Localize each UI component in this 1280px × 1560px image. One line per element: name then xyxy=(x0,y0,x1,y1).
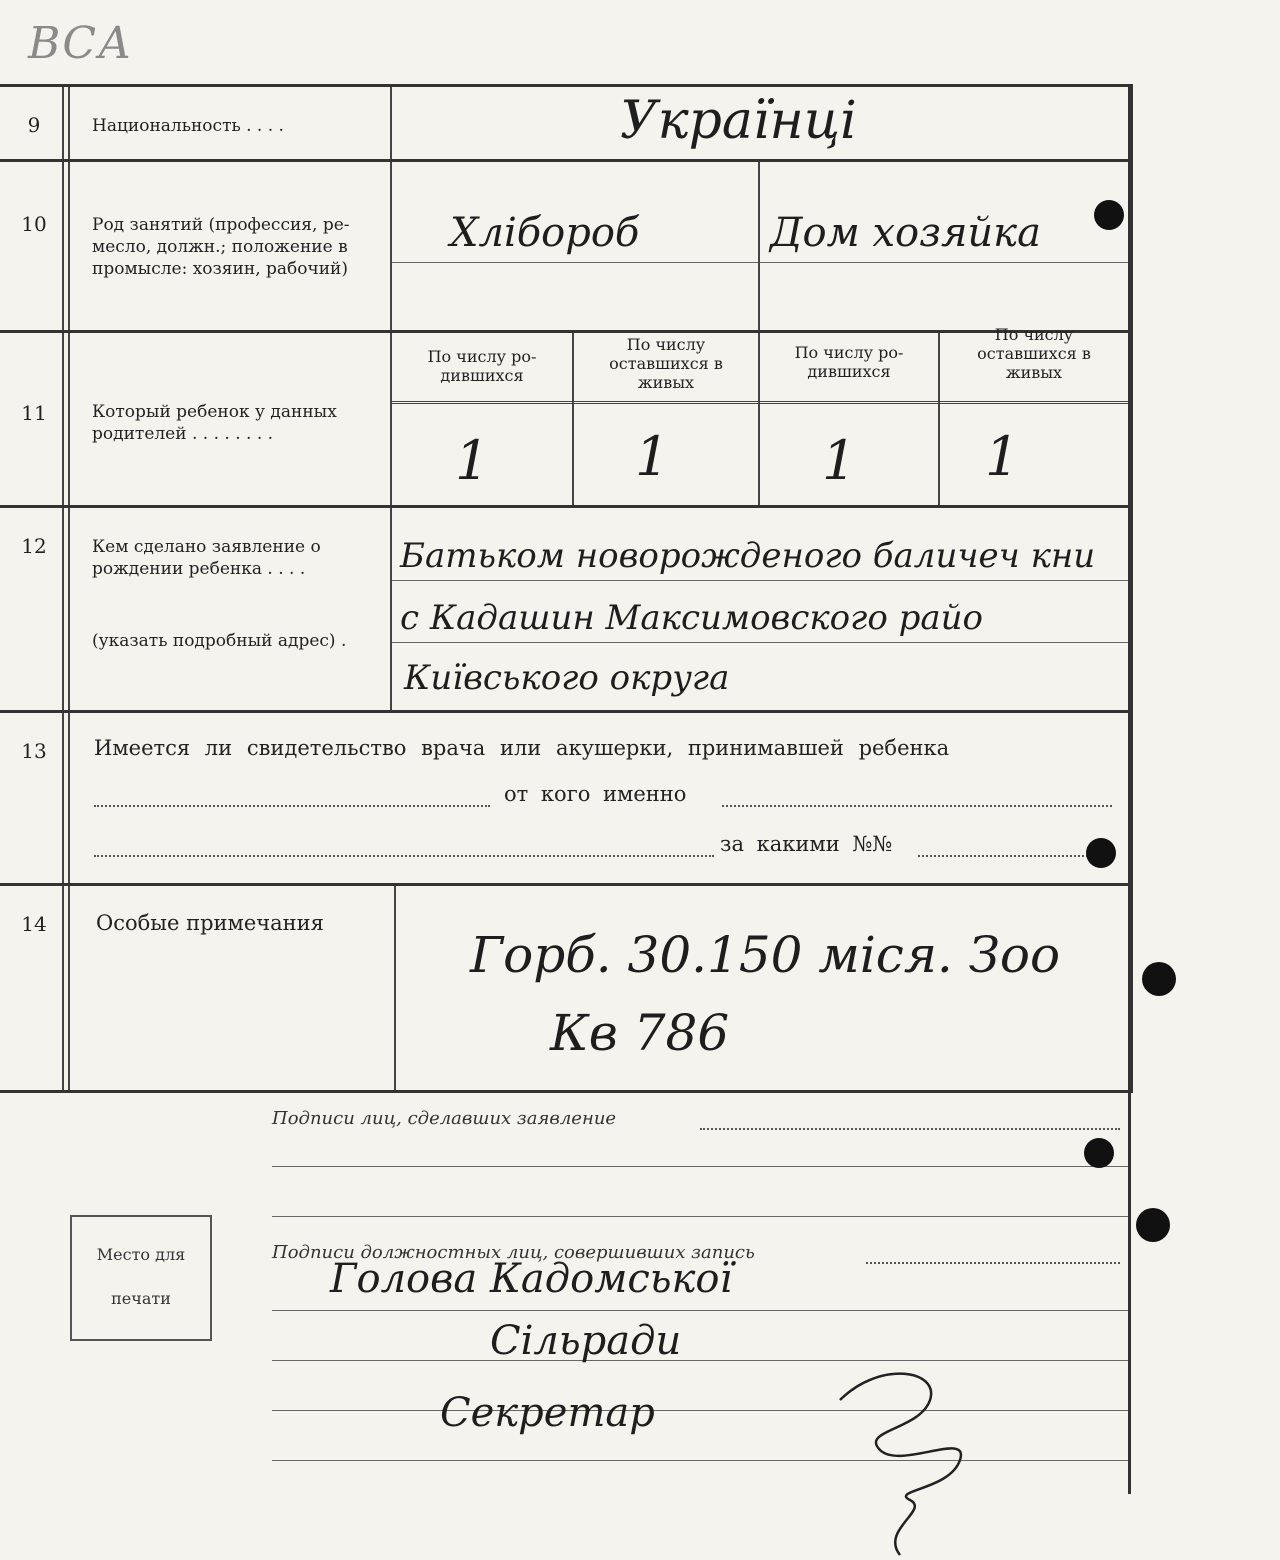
row-label xyxy=(92,401,382,445)
handwritten-father-occupation: Хлібороб xyxy=(450,210,640,256)
applicants-signature-label: Подписи лиц, сделавших заявление xyxy=(272,1108,617,1129)
row-13-certificate xyxy=(0,713,1130,886)
label-line: Который ребенок у данных xyxy=(92,402,337,422)
numbers-label: за какими №№ xyxy=(720,832,893,856)
row-10-occupation xyxy=(0,162,1130,333)
signature-scribble xyxy=(820,1340,1000,1560)
row-9-nationality xyxy=(0,87,1130,162)
dotted-line xyxy=(866,1262,1120,1264)
label-line: рождении ребенка . . . . xyxy=(92,559,306,579)
punch-hole xyxy=(1142,962,1176,996)
from-whom-label: от кого именно xyxy=(504,782,687,806)
ruled-line xyxy=(272,1166,1128,1167)
handwritten-note: Кв 786 xyxy=(550,1004,730,1062)
column-divider xyxy=(390,87,392,159)
row-number: 12 xyxy=(0,508,70,710)
label-line: промысле: хозяин, рабочий) xyxy=(92,259,349,279)
handwritten-declarant-line: Батьком новорожденого баличеч кни xyxy=(400,536,1096,576)
column-divider xyxy=(394,886,396,1090)
form-table xyxy=(0,84,1133,1093)
punch-hole xyxy=(1094,200,1124,230)
row-14-notes xyxy=(0,886,1130,1093)
punch-hole xyxy=(1136,1208,1170,1242)
handwritten-count: 1 xyxy=(455,429,490,492)
handwritten-official-line: Сільради xyxy=(490,1318,682,1364)
row-label: Особые примечания xyxy=(96,911,324,935)
handwritten-official-line: Голова Кадомської xyxy=(330,1256,733,1302)
column-divider xyxy=(758,162,760,330)
header-underline xyxy=(392,401,1128,404)
row-number: 10 xyxy=(0,162,70,330)
dotted-line xyxy=(94,805,490,807)
stamp-place-box xyxy=(70,1215,212,1341)
row-label: Национальность . . . . xyxy=(92,116,284,136)
label-line: месло, должн.; положение в xyxy=(92,237,348,257)
certificate-question: Имеется ли свидетельство врача или акушерки, принимавшей ребенка xyxy=(94,736,950,760)
handwritten-note: Горб. 30.150 міся. Зоо xyxy=(470,926,1061,984)
handwritten-official-line: Секретар xyxy=(440,1390,655,1436)
dotted-line xyxy=(722,805,1112,807)
row-12-declarant xyxy=(0,508,1130,713)
column-header-born: По числу ро- дившихся xyxy=(427,347,537,385)
row-number: 9 xyxy=(0,87,70,159)
column-header-born: По числу ро- дившихся xyxy=(794,343,904,381)
ruled-line xyxy=(272,1216,1128,1217)
handwritten-mother-occupation: Дом хозяйка xyxy=(770,210,1041,256)
handwritten-declarant-line: с Кадашин Максимовского райо xyxy=(400,598,984,638)
row-label xyxy=(92,214,382,280)
row-number: 14 xyxy=(0,886,70,1090)
address-label: (указать подробный адрес) . xyxy=(92,631,347,651)
label-line: Кем сделано заявление о xyxy=(92,537,321,557)
ruled-line xyxy=(392,262,758,263)
dotted-line xyxy=(94,855,714,857)
stamp-place-line: Место для xyxy=(96,1245,186,1264)
dotted-line xyxy=(700,1128,1120,1130)
row-11-child-order xyxy=(0,325,1130,508)
row-number: 13 xyxy=(0,713,70,883)
dotted-line xyxy=(918,855,1112,857)
handwritten-declarant-line: Київського округа xyxy=(404,658,730,698)
stamp-place-line: печати xyxy=(111,1289,171,1308)
row-number: 11 xyxy=(0,333,70,505)
column-header-surviving: По числу оставшихся в живых xyxy=(609,335,723,392)
ruled-line xyxy=(272,1310,1128,1311)
punch-hole xyxy=(1084,1138,1114,1168)
label-line: родителей . . . . . . . . xyxy=(92,424,274,444)
row-label xyxy=(92,536,382,580)
officials-signature-label: Подписи должностных лиц, совершивших запись xyxy=(272,1242,755,1263)
handwritten-count: 1 xyxy=(635,425,670,488)
column-divider xyxy=(390,508,392,710)
form-right-border xyxy=(1128,84,1131,1494)
punch-hole xyxy=(1086,838,1116,868)
label-line: Род занятий (профессия, ре- xyxy=(92,215,350,235)
ruled-line xyxy=(392,642,1128,643)
ruled-line xyxy=(392,580,1128,581)
corner-pencil-note: ВСА xyxy=(28,18,134,69)
ruled-line xyxy=(760,262,1128,263)
column-divider xyxy=(390,162,392,330)
handwritten-count: 1 xyxy=(985,425,1020,488)
handwritten-count: 1 xyxy=(822,429,857,492)
handwritten-nationality: Українці xyxy=(620,91,857,151)
column-header-surviving: По числу оставшихся в живых xyxy=(977,325,1091,382)
